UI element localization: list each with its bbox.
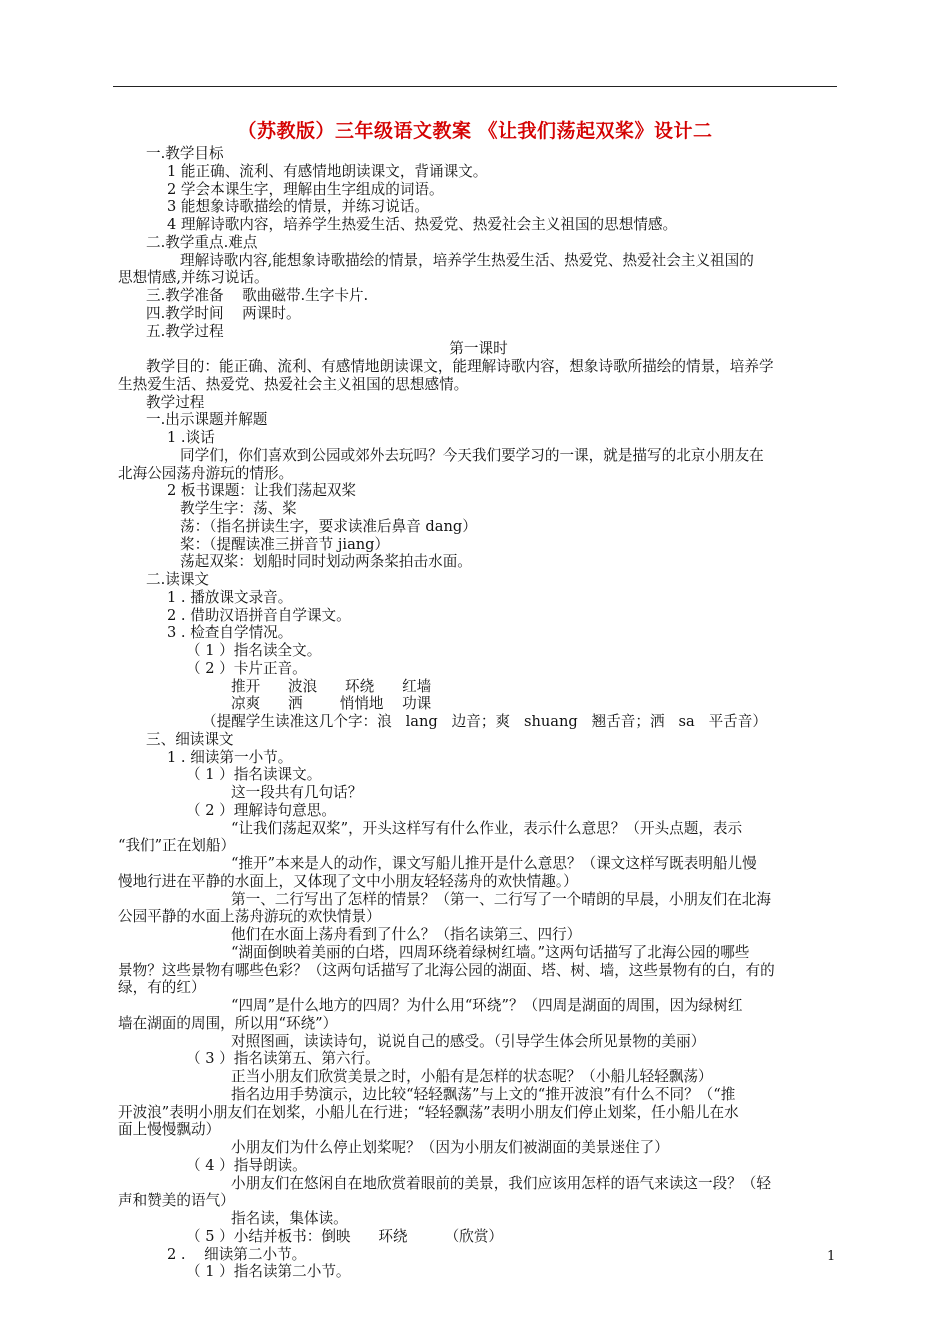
text-line: 教学生字：荡、桨 bbox=[180, 500, 297, 517]
text-line: 1 .谈话 bbox=[167, 429, 215, 446]
text-line: 荡起双桨：划船时同时划动两条桨拍击水面。 bbox=[180, 553, 472, 571]
text-line: 4 理解诗歌内容，培养学生热爱生活、热爱党、热爱社会主义祖国的思想情感。 bbox=[167, 216, 678, 233]
text-line: 小朋友们在悠闲自在地欣赏着眼前的美景，我们应该用怎样的语气来读这一段？（轻 bbox=[231, 1174, 771, 1192]
text-line: （ 2 ）理解诗句意思。 bbox=[186, 801, 336, 819]
section-heading: 第一课时 bbox=[449, 340, 508, 358]
text-line: （ 3 ）指名读第五、第六行。 bbox=[186, 1050, 380, 1068]
text-line: （ 1 ）指名读全文。 bbox=[186, 642, 322, 659]
text-line: （ 2 ）卡片正音。 bbox=[186, 659, 307, 677]
text-line: 1 . 播放课文录音。 bbox=[167, 588, 293, 606]
text-line: 二.读课文 bbox=[146, 571, 210, 588]
text-line: 这一段共有几句话？ bbox=[231, 784, 363, 801]
text-line: （ 1 ）指名读第二小节。 bbox=[186, 1263, 351, 1281]
text-line: 荡：（指名拼读生字，要求读准后鼻音 dang） bbox=[180, 517, 477, 535]
text-line: 1 能正确、流利、有感情地朗读课文，背诵课文。 bbox=[167, 162, 488, 180]
text-line: 北海公园荡舟游玩的情形。 bbox=[118, 464, 294, 482]
text-line: 桨：（提醒读准三拼音节 jiang） bbox=[180, 535, 390, 553]
text-line: 指名边用手势演示，边比较“轻轻飘荡”与上文的“推开波浪”有什么不同？（“推 bbox=[231, 1085, 736, 1103]
text-line: “湖面倒映着美丽的白塔，四周环绕着绿树红墙。”这两句话描写了北海公园的哪些 bbox=[231, 943, 750, 961]
text-line: “让我们荡起双桨”，开头这样写有什么作业，表示什么意思？（开头点题，表示 bbox=[231, 819, 743, 837]
text-line: “我们”正在划船） bbox=[118, 837, 236, 855]
text-line: 一.出示课题并解题 bbox=[146, 411, 268, 429]
text-line: 三.教学准备 歌曲磁带.生字卡片. bbox=[146, 287, 369, 304]
text-line: （ 4 ）指导朗读。 bbox=[186, 1156, 307, 1174]
text-line: “四周”是什么地方的四周？为什么用“环绕”？（四周是湖面的周围，因为绿树红 bbox=[231, 997, 743, 1014]
text-line: 1 . 细读第一小节。 bbox=[167, 748, 293, 766]
text-line: 思想情感,并练习说话。 bbox=[118, 269, 269, 287]
text-line: 他们在水面上荡舟看到了什么？（指名读第三、四行） bbox=[231, 926, 582, 943]
text-line: 第一、二行写出了怎样的情景？（第一、二行写了一个晴朗的早晨，小朋友们在北海 bbox=[231, 890, 771, 908]
text-line: 2 学会本课生字，理解由生字组成的词语。 bbox=[167, 180, 444, 198]
text-line: 同学们，你们喜欢到公园或郊外去玩吗？今天我们要学习的一课，就是描写的北京小朋友在 bbox=[180, 446, 764, 464]
text-line: 景物？这些景物有哪些色彩？（这两句话描写了北海公园的湖面、塔、树、墙，这些景物有的白，有的 bbox=[118, 961, 775, 979]
text-line: 推开 波浪 环绕 红墙 bbox=[231, 677, 432, 695]
text-line: （提醒学生读准这几个字：浪 lang 边音；爽 shuang 翘舌音；洒 sa 平舌音） bbox=[202, 713, 767, 730]
document-body bbox=[118, 145, 839, 1281]
text-line: 2 . 细读第二小节。 bbox=[167, 1245, 307, 1263]
text-line: 绿，有的红） bbox=[118, 979, 206, 997]
text-line: “推开”本来是人的动作，课文写船儿推开是什么意思？（课文这样写既表明船儿慢 bbox=[231, 855, 757, 872]
text-line: 开波浪”表明小朋友们在划桨，小船儿在行进；“轻轻飘荡”表明小朋友们停止划桨，任小船儿在水 bbox=[118, 1103, 739, 1121]
text-line: 2 板书课题：让我们荡起双桨 bbox=[167, 482, 357, 500]
text-line: 教学目的：能正确、流利、有感情地朗读课文，能理解诗歌内容，想象诗歌所描绘的情景，培养学 bbox=[146, 358, 774, 375]
text-line: 五.教学过程 bbox=[146, 322, 224, 340]
text-line: 生热爱生活、热爱党、热爱社会主义祖国的思想感情。 bbox=[118, 375, 469, 393]
text-line: 2 . 借助汉语拼音自学课文。 bbox=[167, 606, 351, 624]
page-number: 1 bbox=[827, 1249, 836, 1264]
text-line: （ 1 ）指名读课文。 bbox=[186, 766, 322, 784]
text-line: 理解诗歌内容,能想象诗歌描绘的情景，培养学生热爱生活、热爱党、热爱社会主义祖国的 bbox=[180, 251, 754, 269]
text-line: （ 5 ）小结并板书：倒映 环绕 （欣赏） bbox=[186, 1227, 504, 1245]
text-line: 公园平静的水面上荡舟游玩的欢快情景） bbox=[118, 908, 381, 926]
text-line: 3 能想象诗歌描绘的情景，并练习说话。 bbox=[167, 198, 430, 216]
text-line: 正当小朋友们欣赏美景之时，小船有是怎样的状态呢？（小船儿轻轻飘荡） bbox=[231, 1068, 713, 1085]
text-line: 声和赞美的语气） bbox=[118, 1192, 235, 1210]
text-line: 指名读，集体读。 bbox=[231, 1210, 348, 1227]
text-line: 凉爽 洒 悄悄地 功课 bbox=[231, 695, 432, 713]
text-line: 小朋友们为什么停止划桨呢？（因为小朋友们被湖面的美景迷住了） bbox=[231, 1139, 669, 1156]
text-line: 教学过程 bbox=[146, 393, 205, 411]
text-line: 面上慢慢飘动） bbox=[118, 1121, 221, 1139]
text-line: 四.教学时间 两课时。 bbox=[146, 304, 301, 322]
document-title: （苏教版）三年级语文教案 《让我们荡起双桨》设计二 bbox=[237, 120, 713, 142]
text-line: 墙在湖面的周围，所以用“环绕”） bbox=[118, 1014, 338, 1032]
header-rule bbox=[113, 86, 837, 87]
text-line: 三、细读课文 bbox=[146, 730, 234, 748]
text-line: 二.教学重点.难点 bbox=[146, 233, 258, 251]
text-line: 慢地行进在平静的水面上，又体现了文中小朋友轻轻荡舟的欢快情趣。） bbox=[118, 872, 578, 890]
text-line: 3 . 检查自学情况。 bbox=[167, 624, 293, 642]
text-line: 一.教学目标 bbox=[146, 145, 224, 162]
text-line: 对照图画，读读诗句，说说自己的感受。（引导学生体会所见景物的美丽） bbox=[231, 1032, 706, 1050]
